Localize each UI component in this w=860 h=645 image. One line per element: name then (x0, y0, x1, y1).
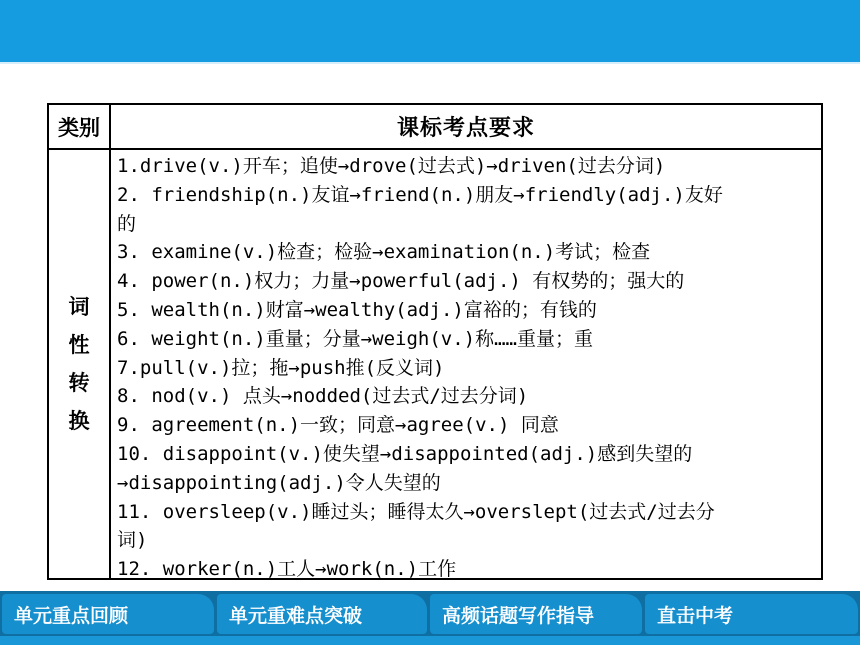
header-requirement: 课标考点要求 (396, 116, 535, 141)
content-line: 10. disappoint(v.)使失望→disappointed(adj.)感到失望的 (117, 442, 693, 465)
category-char: 性 (68, 333, 90, 357)
requirements-table (47, 103, 823, 580)
requirements-content (117, 152, 815, 584)
content-line: 1.drive(v.)开车；追使→drove(过去式)→driven(过去分词) (117, 155, 666, 177)
nav-tab-key-difficulties[interactable]: 单元重难点突破 (217, 594, 427, 634)
header-category: 类别 (58, 115, 100, 140)
content-line: 5. wealth(n.)财富→wealthy(adj.)富裕的；有钱的 (117, 298, 597, 321)
top-banner (0, 0, 860, 62)
nav-tab-exam[interactable]: 直击中考 (645, 594, 858, 634)
category-cell (49, 150, 109, 578)
nav-tab-unit-review[interactable]: 单元重点回顾 (2, 594, 214, 634)
content-line: 的 (117, 212, 137, 235)
content-line: 2. friendship(n.)友谊→friend(n.)朋友→friendly(adj.)友好 (117, 183, 723, 206)
category-char: 词 (68, 295, 90, 319)
category-char: 转 (68, 371, 90, 395)
nav-bottom-strip (0, 636, 860, 645)
content-line: 11. oversleep(v.)睡过头；睡得太久→overslept(过去式/过去分 (117, 500, 715, 523)
column-divider (109, 105, 111, 578)
content-line: 3. examine(v.)检查；检验→examination(n.)考试；检查 (117, 241, 651, 264)
banner-edge (0, 62, 860, 64)
content-line: 9. agreement(n.)一致；同意→agree(v.) 同意 (117, 414, 559, 437)
content-line: →disappointing(adj.)令人失望的 (117, 471, 441, 494)
category-char: 换 (68, 409, 90, 433)
content-line: 词) (117, 529, 148, 552)
content-line: 4. power(n.)权力；力量→powerful(adj.) 有权势的；强大的 (117, 270, 685, 293)
content-line: 12. worker(n.)工人→work(n.)工作 (117, 558, 457, 581)
content-line: 8. nod(v.) 点头→nodded(过去式/过去分词) (117, 385, 529, 408)
content-line: 6. weight(n.)重量；分量→weigh(v.)称……重量；重 (117, 327, 593, 350)
content-line: 7.pull(v.)拉；拖→push推(反义词) (117, 356, 445, 379)
nav-tab-writing-guide[interactable]: 高频话题写作指导 (430, 594, 642, 634)
